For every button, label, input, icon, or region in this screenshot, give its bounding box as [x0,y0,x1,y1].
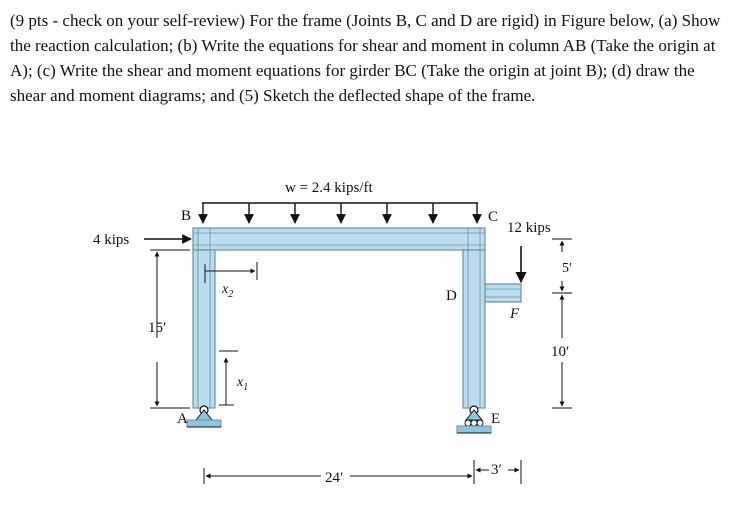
coordinate-x1 [219,351,238,405]
horizontal-load-label: 4 kips [93,232,130,248]
girder-bc [193,228,485,250]
dimension-10ft-label: 10′ [551,344,570,360]
pin-support-a [187,406,221,427]
distributed-load [202,203,478,223]
dimension-15ft-label: 15′ [148,320,167,336]
point-load-label: 12 kips [507,220,551,236]
joint-f-label: F [510,306,520,322]
joint-b-label: B [181,208,192,224]
roller-support-e [457,406,491,433]
problem-statement: (9 pts - check on your self-review) For the frame (Joints B, C and D are rigid) in Figure below, (a) Show the reaction calculation; (b) Write the equations for shear and moment in column AB (Take the origin at A); (c) Write the shear and moment equations for girder BC (Take the origin at joint B); (d) draw the shear and moment diagrams; and (5) Sketch the deflected shape of the frame. [10,11,721,105]
x1-subscript: 1 [243,382,249,393]
dimension-3ft-label: 3′ [491,462,502,478]
bracket-df [485,284,521,302]
column-ab [193,228,215,408]
joint-e-label: E [491,411,501,427]
dimension-5ft-label: 5′ [562,261,573,276]
joint-d-label: D [446,288,457,304]
x2-symbol: x [222,282,229,297]
joint-a-label: A [177,411,188,427]
x2-subscript: 2 [228,289,234,300]
dimension-24ft-label: 24′ [325,470,344,486]
distributed-load-label: w = 2.4 kips/ft [285,180,373,196]
svg-text:x2 [221,282,233,300]
joint-c-label: C [488,209,499,225]
column-ce [463,228,485,408]
x1-symbol: x [237,375,244,390]
svg-text:x1 [236,375,248,393]
